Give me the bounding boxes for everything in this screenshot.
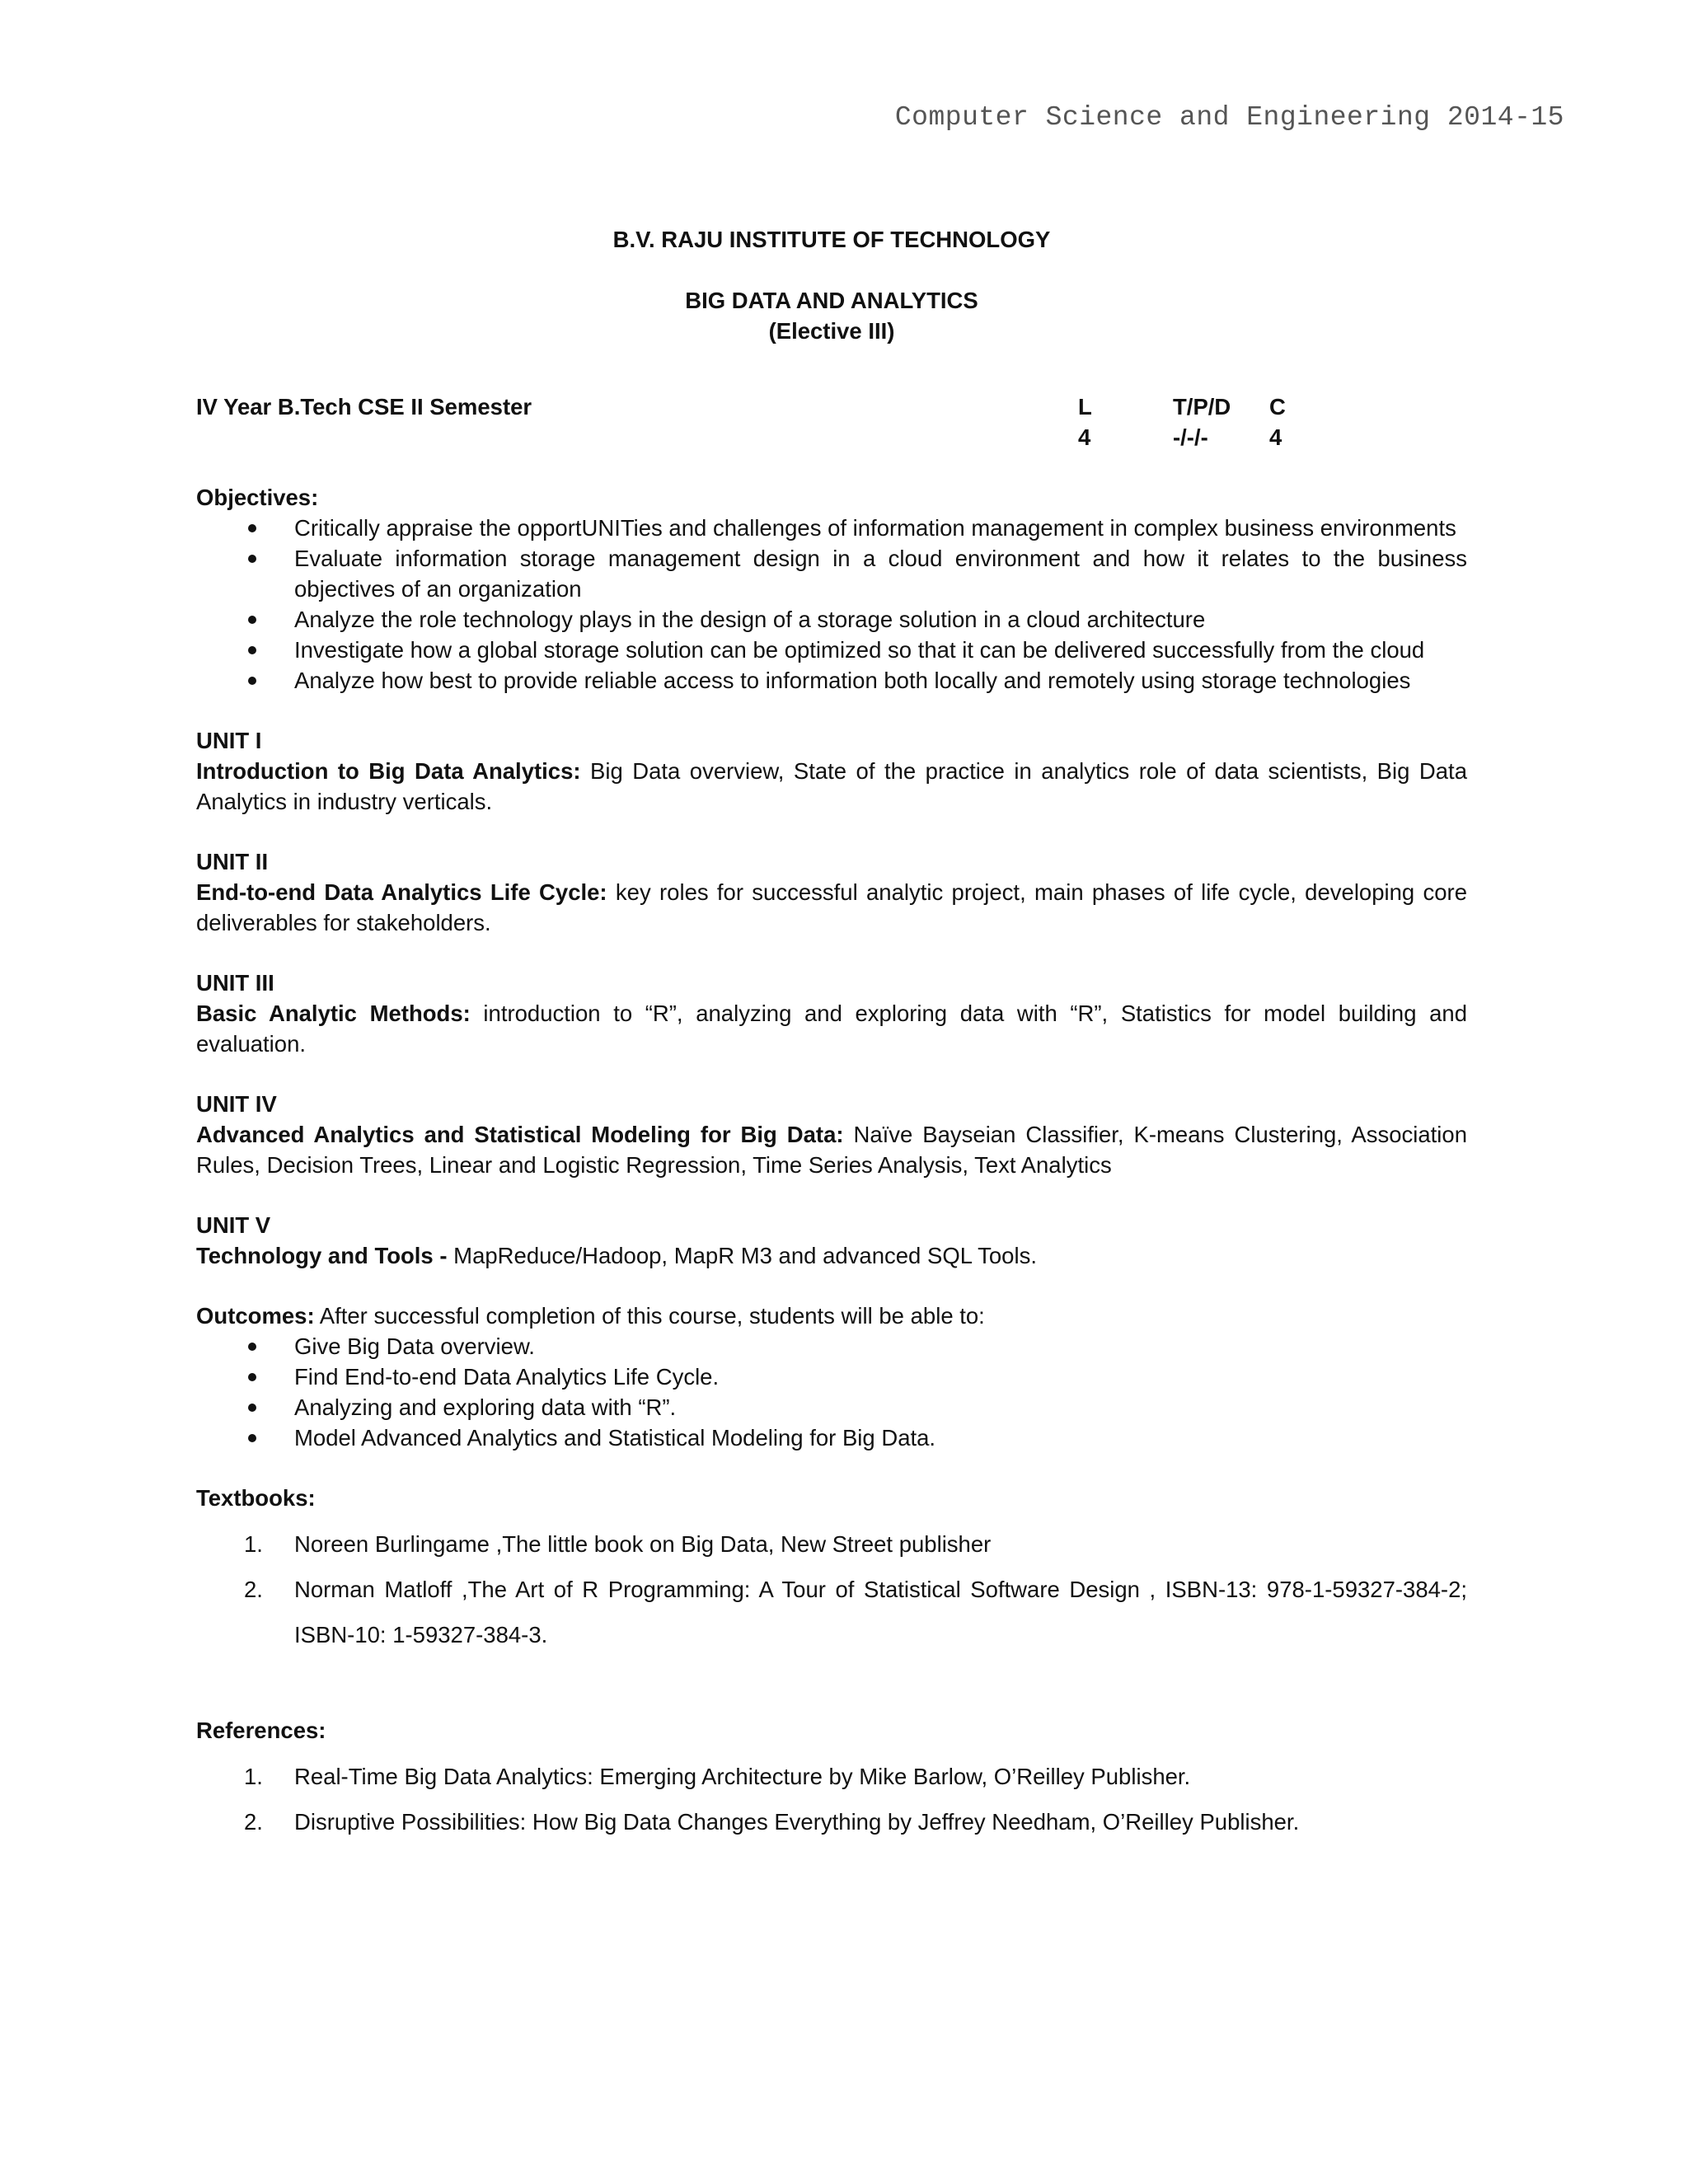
- semester-row: [196, 391, 1467, 452]
- item-number: 1.: [244, 1764, 263, 1789]
- ltp-l-head: L: [1078, 394, 1092, 419]
- list-item: Find End-to-end Data Analytics Life Cycle.: [196, 1361, 1467, 1392]
- unit-lead: Basic Analytic Methods:: [196, 1001, 471, 1026]
- unit-lead: End-to-end Data Analytics Life Cycle:: [196, 879, 607, 905]
- elective-label: (Elective III): [768, 318, 895, 344]
- unit-text: Naïve Bayseian Classifier, K-means Clustering, Association Rules, Decision Trees, Linear and Logistic Regression, Time Series Analysis, Text Analytics: [196, 1122, 1467, 1178]
- unit-3-section: [196, 968, 1467, 1059]
- references-list: [196, 1754, 1467, 1844]
- list-item: [196, 1754, 1467, 1799]
- institute-name: B.V. RAJU INSTITUTE OF TECHNOLOGY: [612, 227, 1051, 252]
- objectives-list: [196, 513, 1467, 696]
- list-item: Analyze the role technology plays in the design of a storage solution in a cloud architecture: [196, 604, 1467, 635]
- unit-description: [196, 1240, 1467, 1271]
- syllabus-content: [196, 224, 1467, 1844]
- list-item: [196, 1567, 1467, 1657]
- unit-lead: Advanced Analytics and Statistical Modeling for Big Data:: [196, 1122, 844, 1147]
- ltp-c-column: [1269, 391, 1286, 452]
- list-item: [196, 1521, 1467, 1567]
- ltp-c-head: C: [1269, 394, 1286, 419]
- course-title: BIG DATA AND ANALYTICS: [685, 288, 978, 313]
- unit-title: UNIT V: [196, 1212, 271, 1238]
- objectives-heading: Objectives:: [196, 485, 319, 510]
- unit-text: Big Data overview, State of the practice in analytics role of data scientists, Big Data Analytics in industry verticals.: [196, 758, 1467, 814]
- unit-2-section: [196, 846, 1467, 938]
- objectives-section: [196, 482, 1467, 696]
- outcomes-heading: Outcomes:: [196, 1303, 315, 1329]
- unit-5-section: [196, 1210, 1467, 1271]
- item-number: 2.: [244, 1809, 263, 1835]
- unit-title: UNIT III: [196, 970, 274, 996]
- unit-text: MapReduce/Hadoop, MapR M3 and advanced SQL Tools.: [447, 1243, 1037, 1268]
- unit-text: introduction to “R”, analyzing and exploring data with “R”, Statistics for model building and evaluation.: [196, 1001, 1467, 1057]
- unit-text: key roles for successful analytic project, main phases of life cycle, developing core deliverables for stakeholders.: [196, 879, 1468, 935]
- outcomes-intro: [196, 1301, 1467, 1331]
- item-number: 2.: [244, 1577, 263, 1602]
- references-section: [196, 1715, 1467, 1844]
- unit-description: [196, 877, 1467, 938]
- unit-1-section: [196, 725, 1467, 817]
- unit-description: [196, 998, 1467, 1059]
- outcomes-text: After successful completion of this course, students will be able to:: [314, 1303, 985, 1329]
- item-text: Norman Matloff ,The Art of R Programming: A Tour of Statistical Software Design , ISBN-13: 978-1-59327-384-2; ISBN-10: 1-59327-384-3.: [294, 1577, 1467, 1647]
- ltp-t-head: T/P/D: [1173, 394, 1231, 419]
- list-item: Analyzing and exploring data with “R”.: [196, 1392, 1467, 1422]
- textbooks-list: [196, 1521, 1467, 1657]
- ltp-l-column: [1078, 391, 1092, 452]
- unit-title: UNIT I: [196, 728, 262, 753]
- list-item: Evaluate information storage management design in a cloud environment and how it relates to the business objectives of an organization: [196, 543, 1467, 604]
- list-item: Model Advanced Analytics and Statistical Modeling for Big Data.: [196, 1422, 1467, 1453]
- outcomes-section: [196, 1301, 1467, 1453]
- list-item: Give Big Data overview.: [196, 1331, 1467, 1361]
- item-text: Real-Time Big Data Analytics: Emerging Architecture by Mike Barlow, O’Reilley Publisher.: [294, 1764, 1191, 1789]
- unit-title: UNIT IV: [196, 1091, 277, 1117]
- unit-4-section: [196, 1089, 1467, 1180]
- unit-title: UNIT II: [196, 849, 269, 874]
- running-header: Computer Science and Engineering 2014-15: [894, 102, 1564, 133]
- textbooks-heading: Textbooks:: [196, 1485, 316, 1511]
- ltp-t-value: -/-/-: [1173, 424, 1208, 450]
- list-item: [196, 1799, 1467, 1844]
- textbooks-section: [196, 1483, 1467, 1657]
- item-text: Disruptive Possibilities: How Big Data Changes Everything by Jeffrey Needham, O’Reilley Publisher.: [294, 1809, 1300, 1835]
- references-heading: References:: [196, 1718, 326, 1743]
- ltp-t-column: [1173, 391, 1231, 452]
- unit-description: [196, 1119, 1467, 1180]
- ltp-c-value: 4: [1269, 424, 1282, 450]
- list-item: Critically appraise the opportUNITies and challenges of information management in complex business environments: [196, 513, 1467, 543]
- outcomes-list: [196, 1331, 1467, 1453]
- ltp-l-value: 4: [1078, 424, 1091, 450]
- list-item: Investigate how a global storage solution can be optimized so that it can be delivered successfully from the cloud: [196, 635, 1467, 665]
- item-number: 1.: [244, 1531, 263, 1557]
- unit-description: [196, 756, 1467, 817]
- semester-label: IV Year B.Tech CSE II Semester: [196, 394, 532, 419]
- unit-lead: Technology and Tools -: [196, 1243, 448, 1268]
- unit-lead: Introduction to Big Data Analytics:: [196, 758, 581, 784]
- item-text: Noreen Burlingame ,The little book on Big Data, New Street publisher: [294, 1531, 992, 1557]
- list-item: Analyze how best to provide reliable access to information both locally and remotely using storage technologies: [196, 665, 1467, 696]
